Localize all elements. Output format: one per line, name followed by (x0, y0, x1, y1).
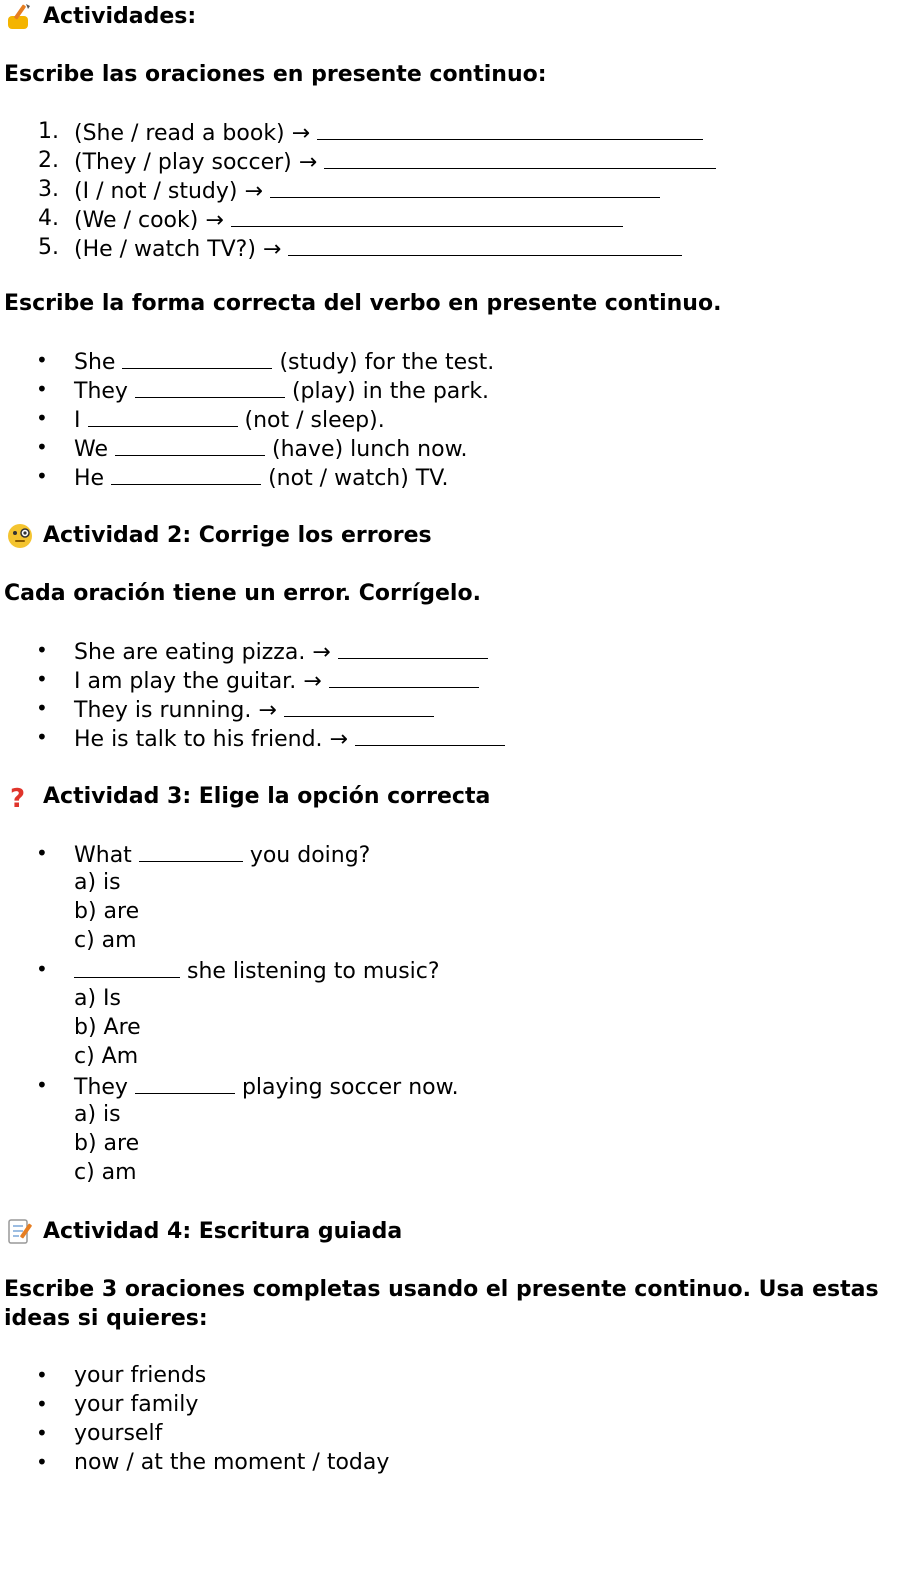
bullet-icon: • (36, 1073, 48, 1097)
answer-blank[interactable] (270, 175, 660, 198)
bullet-icon: • (36, 377, 48, 401)
section3-title: Actividad 3: Elige la opción correcta (43, 784, 491, 809)
section1-instruction: Escribe las oraciones en presente continuo: (4, 62, 547, 87)
section2-instruction: Cada oración tiene un error. Corrígelo. (4, 581, 481, 606)
answer-blank[interactable] (338, 636, 488, 659)
memo-icon (4, 1217, 36, 1246)
list-item: • They playing soccer now. (36, 1073, 459, 1100)
bullet-icon: • (36, 1450, 48, 1474)
option-c[interactable]: c) am (74, 928, 137, 953)
bullet-icon: • (36, 725, 48, 749)
list-item: • she listening to music? (36, 957, 440, 984)
bullet-icon: • (36, 1421, 48, 1445)
section4-instruction: Escribe 3 oraciones completas usando el presente continuo. Usa estas ideas si quieres: (4, 1277, 879, 1331)
bullet-icon: • (36, 638, 48, 662)
answer-blank[interactable] (135, 375, 285, 398)
answer-blank[interactable] (122, 346, 272, 369)
bullet-icon: • (36, 406, 48, 430)
answer-blank[interactable] (74, 955, 180, 978)
answer-blank[interactable] (317, 117, 703, 140)
choice-list (0, 839, 459, 1187)
bullet-icon: • (36, 841, 48, 865)
answer-blank[interactable] (288, 233, 682, 256)
bullet-icon: • (36, 464, 48, 488)
answer-blank[interactable] (329, 665, 479, 688)
answer-blank[interactable] (355, 723, 505, 746)
option-a[interactable]: a) is (74, 1102, 121, 1127)
answer-blank[interactable] (324, 146, 716, 169)
list-item: • What you doing? (36, 841, 371, 868)
question-mark-icon (4, 782, 36, 811)
section4-title: Actividad 4: Escritura guiada (43, 1219, 403, 1244)
option-b[interactable]: b) Are (74, 1015, 141, 1040)
answer-blank[interactable] (231, 204, 623, 227)
writing-hand-icon (4, 2, 36, 31)
bullet-icon: • (36, 435, 48, 459)
option-c[interactable]: c) am (74, 1160, 137, 1185)
face-with-monocle-icon (4, 521, 36, 550)
answer-blank[interactable] (88, 404, 238, 427)
bullet-icon: • (36, 1392, 48, 1416)
bullet-icon: • (36, 667, 48, 691)
svg-text:?: ? (10, 784, 26, 811)
answer-blank[interactable] (284, 694, 434, 717)
bullet-icon: • (36, 348, 48, 372)
option-c[interactable]: c) Am (74, 1044, 139, 1069)
option-b[interactable]: b) are (74, 1131, 140, 1156)
bullet-icon: • (36, 957, 48, 981)
section1-instruction2: Escribe la forma correcta del verbo en presente continuo. (4, 291, 722, 316)
option-a[interactable]: a) is (74, 870, 121, 895)
option-a[interactable]: a) Is (74, 986, 122, 1011)
bullet-icon: • (36, 1363, 48, 1387)
answer-blank[interactable] (135, 1071, 235, 1094)
answer-blank[interactable] (111, 462, 261, 485)
option-b[interactable]: b) are (74, 899, 140, 924)
section2-title: Actividad 2: Corrige los errores (43, 523, 432, 548)
answer-blank[interactable] (139, 839, 243, 862)
bullet-icon: • (36, 696, 48, 720)
section1-title: Actividades: (43, 4, 197, 29)
answer-blank[interactable] (115, 433, 265, 456)
